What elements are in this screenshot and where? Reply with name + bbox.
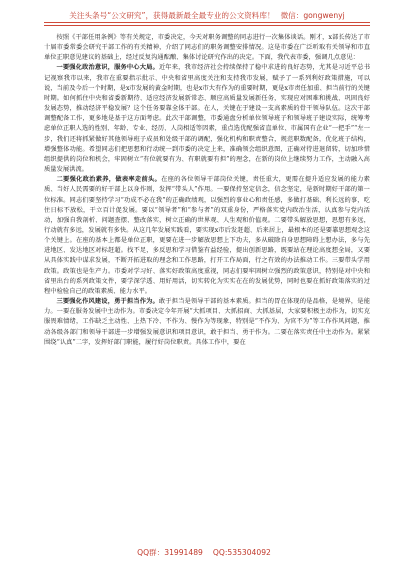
section-2-paragraph — [44, 175, 370, 297]
header-wechat-text: 微信：gongwenyj — [280, 11, 345, 20]
section-2-text: 在座的各位领导干部岗位关键，责任重大，更需在提升适应发展的能力素质、当好人民需要的好干部上以身作则，发挥“带头人”作用。一要保持坚定信念，信念坚定，是新时期好干部的第一位标准。同志们要坚持学习“功成不必在我”的正确政绩观，以强烈的事业心和责任感，多做打基础、利长远的事，吃住日标不放松，干立百计促发展。要以“领导者”和“参与者”的双重身份，严格落实党内政治生活，认真参与党内活动，加强自我剖析、问题查摆、整改落实，树立正确的世界观、人生观和价值观。二要带头解放思想，思想有多远，行动就有多远，发展就有多快。从这几年发展实践看，要实现x市后发赶超、后来居上，最根本的还是要靠思想观念这个关键上。在座的基本上都是单位正职，更要在进一步解放思想上下功夫，多从破除自身思想障碍上想办法，多与先进地区、发达地区对标赶超。找不足，多反思和学习借鉴有益经验，提出创新思路，既要站在理论高度想全局，又要从具体实践中谋求发展，不断开拓进取的理念和工作思路，打开工作局面，行之有效的办法推动工作。三要带头学用政策。政策也是生产力。市委对学习好、落实好政策高度重视，同志们要牢固树立强烈的政策意识，特别是对中央和省里出台的系列政策文件，要学深学透、用好用活，切实转化为实实在在的发展优势，同时也要在抓好政策落实的过程中检验自己的政策素质、能力水平。 — [44, 176, 370, 295]
footer-qq-group: QQ群：31991489 — [137, 548, 203, 557]
footer-qq-number: QQ:535304092 — [212, 548, 271, 557]
section-3-heading: 三要强化作风建设，勇于担当作为。 — [56, 298, 159, 306]
header-divider-top — [44, 22, 370, 23]
section-3-paragraph — [44, 297, 370, 348]
section-3-text: 敢于担当是领导干部的基本素质。担当的胃在体现的是品格，是境界，是能力。一要在服务发展中主动作为。市委决定今年开展“大抓项目、大抓招商、大抓基层，大家要积极主动作为，切实克服畏难情绪，工作缺乏主动性、上热下冷、不作为、慢作为等现象，特别是“不作为、为官不为”等工作作风问题，推动各级各部门和领导干部进一步增强发展意识和项目意识，敢于担当、勇于作为。二要在落实责任中主动作为。紧紧围绕“认真”二字，发挥好部门职能，履行好岗位职责。具体工作中，要在 — [44, 298, 370, 346]
document-body — [44, 33, 370, 348]
section-1-text: 近年来，我市经济社会持续保持了稳中求进的良好态势，尤其是习近平总书记视察我市以来，我市在重要指示批示、中央和省里高度关注和支持我市发展，赋予了一系列利好政策措施，可以说，当前及今后一个时期，是x市发展的黄金时期，也是x市大有作为的重要时期，更是x市责任加重、担当前行的关键时期。如何抓住中央和省委新期待、适应经济发展新常态、顺应高质量发展新任务，实现应对困难和挑战、巩固良好发展态势，推动经济平稳发展？这个任务要靠全体干部。在人，关键在于建设一支高素质的骨干领导队伍。这次干部调整配备工作，更多地是基于这方面考虑。此次干部调整，市委通盘分析单位领导班子和领导班子建设实际，统筹考虑单位正职人选的性别、年龄、专业、经历、人岗相适等因素，重点选优配强省直单位、市属国有企业“一把手”“左一步，我们还将抓紧做好其他领导班子成员和处级干部的调配，强化机构和职责整合，规范职数配备，优化班子结构，增强整体功能。希望同志们把思想和行动统一到市委的决定上来，准确领会组织意图，正确对待进退留转，切加珍惜组织提供的岗位和机会，牢固树立“有位就要有为、有职就要有担”的理念，在新的岗位上继续努力工作，主动融入高质量发展洪流。 — [44, 64, 370, 174]
intro-paragraph: 按照《干部任用条例》等有关规定，市委决定，今天对职务调整的同志进行一次集体谈话。刚才，x部长传达了市十届市委常委会研究干部工作的有关精神，介绍了同志们的职务调整安排情况。这是市委在广泛听取有关领导和市直单位正职意见建议的基础上，经过反复沟通酝酿、集体讨论研究作出的决定。下面，我代表市委，强调几点意见： — [44, 34, 370, 62]
header-banner-text: 关注头条号“公文研究”，获得最新最全最专业的公文资料库！ — [69, 11, 275, 20]
header-divider-bottom — [44, 25, 370, 26]
header-banner — [0, 11, 408, 21]
footer — [0, 548, 408, 558]
section-2-heading: 二要强化政治素养，做表率走前头。 — [56, 176, 162, 184]
section-1-heading: 一要强化政治意识，服务中心大局。 — [56, 64, 159, 72]
section-1-paragraph — [44, 63, 370, 175]
